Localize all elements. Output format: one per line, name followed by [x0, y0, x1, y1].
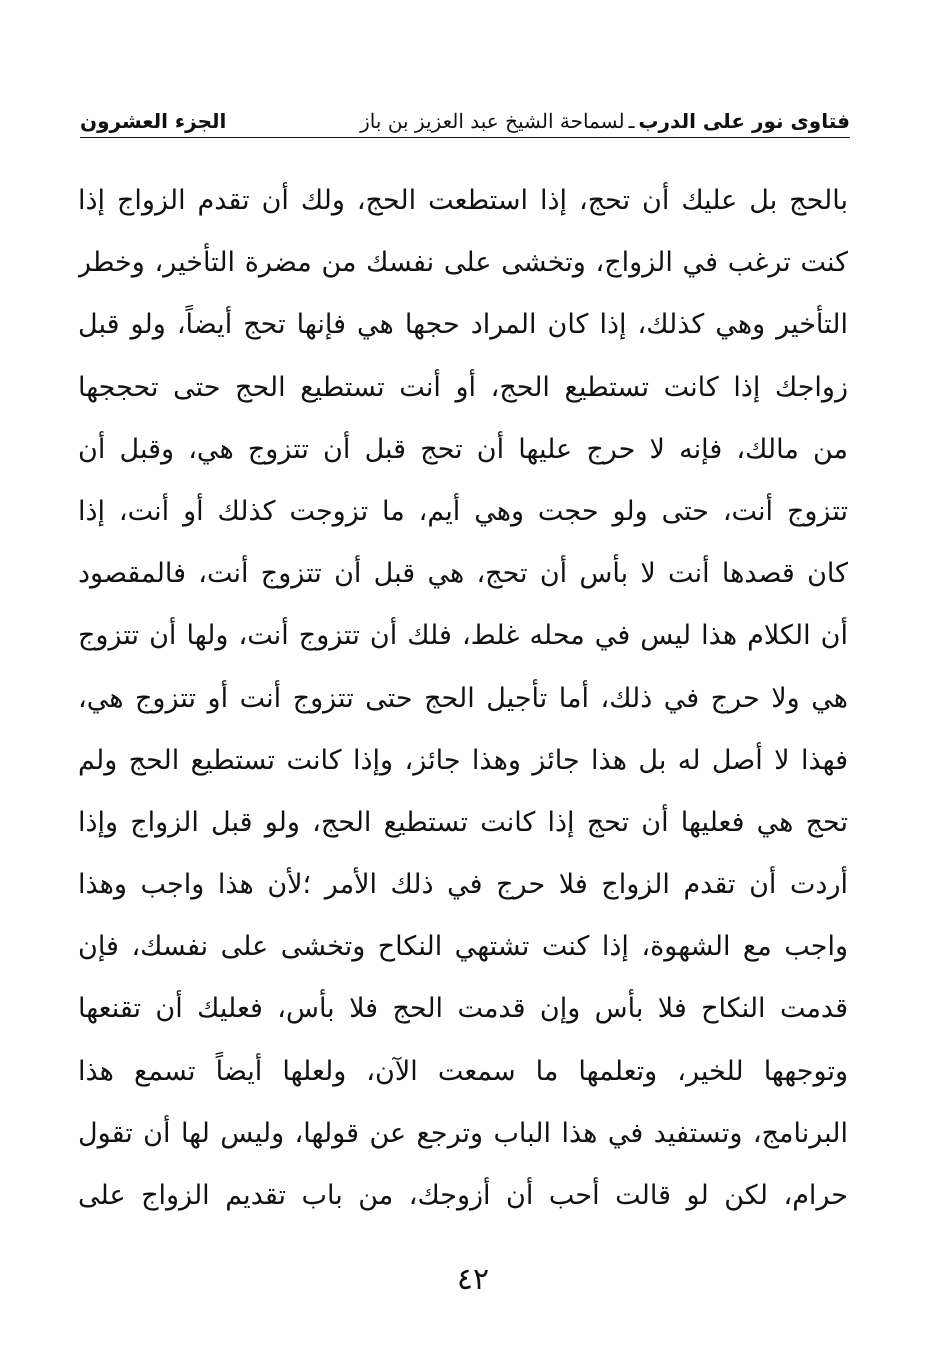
text-line: التأخير وهي كذلك، إذا كان المراد حجها هي فإنها تحج أيضاً، ولو قبل	[78, 309, 848, 341]
running-header	[80, 104, 850, 138]
text-line: فهذا لا أصل له بل هذا جائز وهذا جائز، وإذا كانت تستطيع الحج ولم	[78, 744, 848, 776]
text-line: وتوجهها للخير، وتعلمها ما سمعت الآن، ولعلها أيضاً تسمع هذا	[78, 1055, 848, 1087]
page-number: ٤٢	[456, 1262, 490, 1297]
header-book-title: فتاوى نور على الدرب	[638, 109, 850, 133]
text-line: كان قصدها أنت لا بأس أن تحج، هي قبل أن تتزوج أنت، فالمقصود	[78, 558, 848, 590]
text-line: بالحج بل عليك أن تحج، إذا استطعت الحج، ولك أن تقدم الزواج إذا	[78, 185, 848, 216]
text-line: تحج هي فعليها أن تحج إذا كانت تستطيع الحج، ولو قبل الزواج وإذا	[78, 806, 848, 838]
text-line: واجب مع الشهوة، إذا كنت تشتهي النكاح وتخشى على نفسك، فإن	[78, 931, 848, 963]
header-volume: الجزء العشرون	[80, 109, 227, 133]
text-line: حرام، لكن لو قالت أحب أن أزوجك، من باب تقديم الزواج على	[78, 1180, 848, 1211]
text-line: البرنامج، وتستفيد في هذا الباب وترجع عن قولها، وليس لها أن تقول	[78, 1117, 848, 1149]
text-line: أن الكلام هذا ليس في محله غلط، فلك أن تتزوج أنت، ولها أن تتزوج	[78, 620, 848, 652]
text-line: تتزوج أنت، حتى ولو حجت وهي أيم، ما تزوجت كذلك أو أنت، إذا	[78, 495, 848, 527]
text-line: هي ولا حرج في ذلك، أما تأجيل الحج حتى تتزوج أنت أو تتزوج هي،	[78, 682, 848, 714]
body-text	[78, 170, 848, 1227]
text-line: من مالك، فإنه لا حرج عليها أن تحج قبل أن تتزوج هي، وقبل أن	[78, 433, 848, 465]
header-author: لسماحة الشيخ عبد العزيز بن باز	[360, 109, 625, 133]
text-line: كنت ترغب في الزواج، وتخشى على نفسك من مضرة التأخير، وخطر	[78, 247, 848, 279]
text-line: زواجك إذا كانت تستطيع الحج، أو أنت تستطيع الحج حتى تحججها	[78, 371, 848, 403]
text-line: أردت أن تقدم الزواج فلا حرج في ذلك الأمر ؛لأن هذا واجب وهذا	[78, 869, 848, 901]
header-separator: ـ	[628, 109, 635, 133]
text-line: قدمت النكاح فلا بأس وإن قدمت الحج فلا بأس، فعليك أن تقنعها	[78, 993, 848, 1025]
